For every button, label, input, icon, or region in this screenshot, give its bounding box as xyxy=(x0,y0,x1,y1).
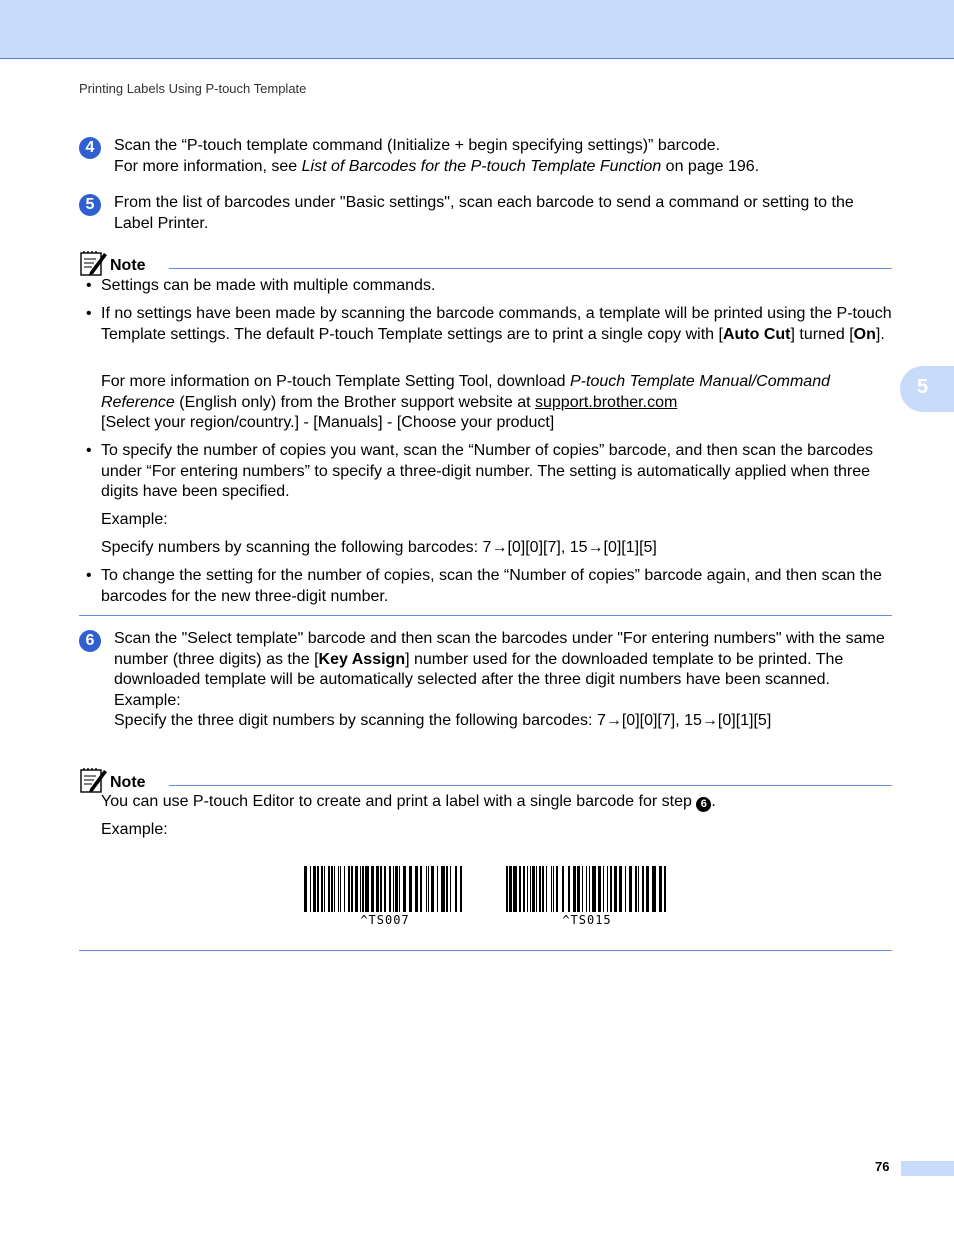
barcode-bar xyxy=(562,866,564,912)
barcode-bar xyxy=(586,866,587,912)
note-paragraph: For more information on P-touch Template Setting Tool, download P-touch Template Manual/Command Reference (English only) from the Brother support website at support.brother.com [Select your region/country.] - [Manuals] - [Choose your product] xyxy=(101,372,892,434)
barcode-bar xyxy=(365,866,369,912)
barcode-bar xyxy=(546,866,547,912)
barcode-bar xyxy=(582,866,583,912)
note-bullet-text: To change the setting for the number of copies, scan the “Number of copies” barcode again, and then scan the barcodes for the new three-digit number. xyxy=(101,567,882,605)
note-end-rule xyxy=(79,950,892,951)
barcode-bar xyxy=(592,866,596,912)
barcode-bar xyxy=(598,866,601,912)
barcode-007 xyxy=(304,866,466,927)
step-6-text: Scan the "Select template" barcode and then scan the barcodes under "For entering numbers" with the same number (three digits) as the [Key Assign] number used for the downloaded template to be printed. The downloaded template will be automatically selected after the three digit numbers have been scanned. xyxy=(114,630,885,688)
step-number-badge: 5 xyxy=(79,194,101,216)
note-label: Note xyxy=(110,257,146,274)
barcode-bar xyxy=(607,866,608,912)
barcode-bar xyxy=(389,866,391,912)
barcode-bar xyxy=(536,866,537,912)
barcode-label: ^TS015 xyxy=(562,913,612,927)
barcode-bar xyxy=(619,866,622,912)
barcode-bar xyxy=(437,866,438,912)
barcode-bar xyxy=(530,866,531,912)
step-6-example-text: Specify the three digit numbers by scanning the following barcodes: 7→[0][0][7], 15→[0][1][5] xyxy=(114,712,772,729)
barcode-bar xyxy=(310,866,311,912)
barcode-bar xyxy=(629,866,632,912)
bullet-mark: • xyxy=(86,442,92,459)
barcode-bar xyxy=(403,866,406,912)
barcode-bar xyxy=(331,866,333,912)
step-5 xyxy=(79,193,894,234)
bullet-mark: • xyxy=(86,305,92,322)
barcode-bar xyxy=(646,866,649,912)
cross-reference: List of Barcodes for the P-touch Template Function xyxy=(301,157,662,175)
note-rule xyxy=(169,268,892,269)
barcode-bar xyxy=(426,866,427,912)
barcode-bars xyxy=(506,866,668,912)
barcode-bar xyxy=(573,866,576,912)
barcode-bar xyxy=(635,866,637,912)
barcode-bar xyxy=(625,866,626,912)
note-bullet xyxy=(86,276,892,297)
barcode-bar xyxy=(446,866,448,912)
barcode-bar xyxy=(317,866,319,912)
barcode-bar xyxy=(610,866,612,912)
barcode-bar xyxy=(532,866,535,912)
example-text: Specify numbers by scanning the following barcodes: 7→[0][0][7], 15→[0][1][5] xyxy=(101,539,657,556)
header-band xyxy=(0,0,954,59)
example-label: Example: xyxy=(101,511,168,528)
barcode-bars xyxy=(304,866,466,912)
step-4-line1: Scan the “P-touch template command (Initialize + begin specifying settings)” barcode. xyxy=(114,137,721,154)
bullet-mark: • xyxy=(86,277,92,294)
barcode-bar xyxy=(506,866,508,912)
barcode-bar xyxy=(527,866,528,912)
step-4 xyxy=(79,136,894,177)
barcode-bar xyxy=(556,866,558,912)
barcode-bar xyxy=(321,866,323,912)
note-bullet xyxy=(86,566,892,607)
barcode-bar xyxy=(455,866,457,912)
note-bullet xyxy=(86,441,892,503)
barcode-bar xyxy=(519,866,521,912)
page-number-bar xyxy=(901,1161,954,1176)
barcode-bar xyxy=(334,866,335,912)
barcode-bar xyxy=(603,866,604,912)
barcode-bar xyxy=(441,866,445,912)
barcode-bar xyxy=(542,866,544,912)
bullet-mark: • xyxy=(86,567,92,584)
barcode-bar xyxy=(509,866,512,912)
note-2-example-label: Example: xyxy=(101,821,168,838)
barcode-bar xyxy=(376,866,379,912)
support-link[interactable]: support.brother.com xyxy=(535,393,678,411)
note-bullet xyxy=(86,304,892,345)
barcode-bar xyxy=(568,866,570,912)
barcode-bar xyxy=(642,866,644,912)
note-rule xyxy=(169,785,892,786)
barcode-bar xyxy=(362,866,364,912)
barcode-bar xyxy=(384,866,386,912)
barcode-bar xyxy=(351,866,353,912)
note-heading xyxy=(79,254,892,278)
barcode-bar xyxy=(393,866,394,912)
barcode-bar xyxy=(313,866,316,912)
note-end-rule xyxy=(79,615,892,616)
barcode-bar xyxy=(450,866,451,912)
note-bullet-text: If no settings have been made by scanning the barcode commands, a template will be printed using the P-touch Template settings. The default P-touch Template settings are to print a single copy with [Auto Cut] turned [On]. xyxy=(101,305,892,343)
step-reference-badge: 6 xyxy=(696,797,711,812)
barcode-bar xyxy=(304,866,307,912)
barcode-bar xyxy=(338,866,339,912)
step-5-text: From the list of barcodes under "Basic settings", scan each barcode to send a command or setting to the Label Printer. xyxy=(114,194,854,232)
barcode-bar xyxy=(659,866,662,912)
barcode-bar xyxy=(638,866,639,912)
barcode-bar xyxy=(360,866,361,912)
barcode-bar xyxy=(328,866,330,912)
barcode-bar xyxy=(324,866,325,912)
barcode-bar xyxy=(614,866,617,912)
step-6 xyxy=(79,629,894,732)
step-number-badge: 4 xyxy=(79,137,101,159)
barcode-bar xyxy=(420,866,422,912)
navigation-path: [Select your region/country.] - [Manuals] - [Choose your product] xyxy=(101,414,555,431)
barcode-bar xyxy=(409,866,412,912)
barcode-bar xyxy=(355,866,358,912)
page-number: 76 xyxy=(875,1159,890,1174)
running-title: Printing Labels Using P-touch Template xyxy=(79,81,307,96)
barcode-bar xyxy=(577,866,580,912)
barcode-bar xyxy=(340,866,341,912)
barcode-bar xyxy=(344,866,345,912)
barcode-bar xyxy=(380,866,382,912)
barcode-bar xyxy=(460,866,462,912)
barcode-bar xyxy=(551,866,552,912)
note-bullet-text: To specify the number of copies you want, scan the “Number of copies” barcode, and then scan the barcodes under “For entering numbers” to specify a three-digit number. The setting is automatically applied when three digits have been specified. xyxy=(101,442,873,500)
barcode-bar xyxy=(664,866,666,912)
note-bullet-text: Settings can be made with multiple commands. xyxy=(101,277,436,294)
note-2-text: You can use P-touch Editor to create and print a label with a single barcode for step 6 . xyxy=(101,793,716,810)
step-6-example-label: Example: xyxy=(114,691,181,709)
step-number-badge: 6 xyxy=(79,630,101,652)
note-pencil-icon xyxy=(79,250,109,278)
barcode-bar xyxy=(348,866,350,912)
barcode-bar xyxy=(399,866,400,912)
barcode-bar xyxy=(415,866,418,912)
step-4-line2: For more information, see List of Barcodes for the P-touch Template Function on page 196. xyxy=(114,157,760,175)
barcode-bar xyxy=(553,866,554,912)
barcode-bar xyxy=(652,866,656,912)
note-label: Note xyxy=(110,774,146,791)
note-pencil-icon xyxy=(79,767,109,795)
barcode-015 xyxy=(506,866,668,927)
barcode-bar xyxy=(539,866,541,912)
chapter-tab[interactable] xyxy=(900,366,954,412)
barcode-bar xyxy=(395,866,398,912)
barcode-bar xyxy=(371,866,374,912)
barcode-bar xyxy=(431,866,434,912)
barcode-label: ^TS007 xyxy=(360,913,410,927)
barcode-bar xyxy=(513,866,517,912)
barcode-bar xyxy=(523,866,525,912)
barcode-bar xyxy=(589,866,590,912)
barcode-bar xyxy=(428,866,429,912)
chapter-number: 5 xyxy=(917,376,929,398)
